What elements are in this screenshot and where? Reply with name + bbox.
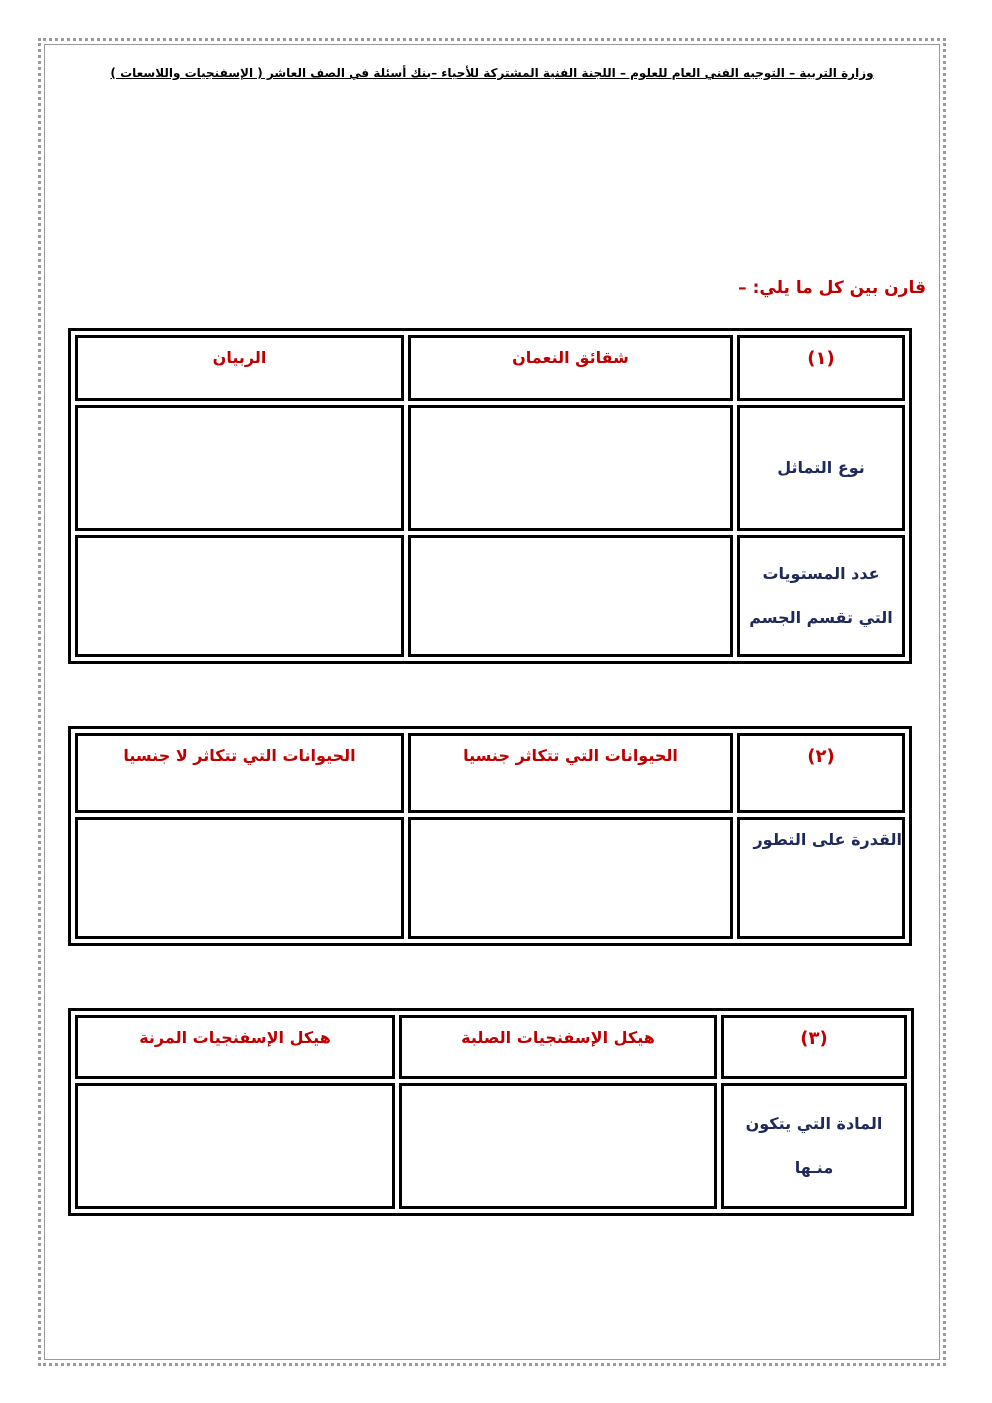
answer-cell[interactable] (408, 405, 733, 531)
comparison-table-2 (68, 726, 912, 946)
table-number: (١) (737, 335, 905, 401)
answer-cell[interactable] (75, 1083, 395, 1209)
answer-cell[interactable] (75, 535, 404, 657)
row-label: القدرة على التطور (737, 817, 905, 939)
answer-cell[interactable] (399, 1083, 717, 1209)
comparison-table-1 (68, 328, 912, 664)
row-label: نوع التماثل (737, 405, 905, 531)
column-header: الربيان (75, 335, 404, 401)
row-label-line: التي تقسم الجسم (749, 608, 893, 627)
comparison-table-3 (68, 1008, 914, 1216)
row-label-line: عدد المستويات (762, 564, 880, 583)
column-header: الحيوانات التي تتكاثر لا جنسيا (75, 733, 404, 813)
answer-cell[interactable] (75, 405, 404, 531)
column-header: هيكل الإسفنجيات الصلبة (399, 1015, 717, 1079)
row-label: المادة التي يتكون منـها (721, 1083, 907, 1209)
table-number: (٢) (737, 733, 905, 813)
column-header: الحيوانات التي تتكاثر جنسيا (408, 733, 733, 813)
column-header: شقائق النعمان (408, 335, 733, 401)
answer-cell[interactable] (408, 817, 733, 939)
instruction-text: قارن بين كل ما يلي: – (738, 278, 926, 298)
column-header: هيكل الإسفنجيات المرنة (75, 1015, 395, 1079)
table-number: (٣) (721, 1015, 907, 1079)
row-label (737, 535, 905, 657)
answer-cell[interactable] (408, 535, 733, 657)
page-header: وزارة التربية – التوجيه الفني العام للعلوم – اللجنة الفنية المشتركة للأحياء –بنك أسئلة في الصف العاشر ( الإسفنجيات واللاسعات ) (110, 66, 874, 80)
answer-cell[interactable] (75, 817, 404, 939)
